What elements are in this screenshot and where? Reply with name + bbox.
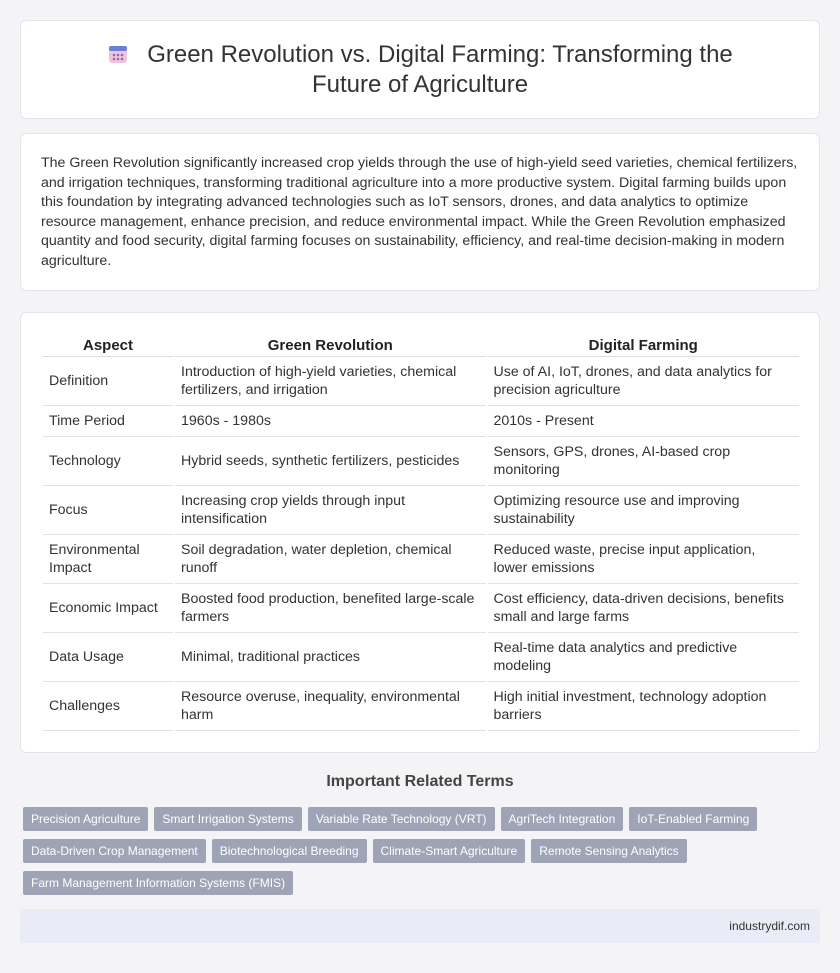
cell-digital-farming: Optimizing resource use and improving sustainability: [488, 486, 800, 535]
table-row: [43, 406, 799, 437]
cell-green-revolution: 1960s - 1980s: [175, 406, 485, 437]
calendar-icon: [107, 43, 129, 65]
related-term-tag[interactable]: Variable Rate Technology (VRT): [308, 807, 495, 831]
related-term-tag[interactable]: Biotechnological Breeding: [212, 839, 367, 863]
related-terms-title: Important Related Terms: [326, 773, 514, 790]
page-title: [70, 40, 770, 100]
cell-aspect: Challenges: [43, 682, 173, 731]
table-row: [43, 584, 799, 633]
table-row: [43, 535, 799, 584]
cell-aspect: Data Usage: [43, 633, 173, 682]
related-term-tag[interactable]: Climate-Smart Agriculture: [373, 839, 526, 863]
cell-green-revolution: Hybrid seeds, synthetic fertilizers, pesticides: [175, 437, 485, 486]
cell-digital-farming: High initial investment, technology adoption barriers: [488, 682, 800, 731]
table-header-row: [43, 335, 799, 357]
header-digital-farming: Digital Farming: [488, 335, 800, 357]
page-title-text: Green Revolution vs. Digital Farming: Transforming the Future of Agriculture: [147, 40, 733, 98]
cell-green-revolution: Boosted food production, benefited large-scale farmers: [175, 584, 485, 633]
cell-digital-farming: Reduced waste, precise input application, lower emissions: [488, 535, 800, 584]
intro-card: [20, 133, 820, 291]
related-term-tag[interactable]: Remote Sensing Analytics: [531, 839, 686, 863]
cell-digital-farming: Cost efficiency, data-driven decisions, benefits small and large farms: [488, 584, 800, 633]
related-term-tag[interactable]: Data-Driven Crop Management: [23, 839, 206, 863]
header-aspect: Aspect: [43, 335, 173, 357]
related-terms-list: [23, 807, 813, 903]
cell-aspect: Time Period: [43, 406, 173, 437]
cell-aspect: Economic Impact: [43, 584, 173, 633]
cell-aspect: Focus: [43, 486, 173, 535]
header-green-revolution: Green Revolution: [175, 335, 485, 357]
related-term-tag[interactable]: AgriTech Integration: [501, 807, 624, 831]
cell-green-revolution: Increasing crop yields through input intensification: [175, 486, 485, 535]
related-term-tag[interactable]: Farm Management Information Systems (FMIS): [23, 871, 293, 895]
cell-digital-farming: Real-time data analytics and predictive modeling: [488, 633, 800, 682]
header-card: [20, 20, 820, 119]
cell-digital-farming: 2010s - Present: [488, 406, 800, 437]
table-row: [43, 437, 799, 486]
related-term-tag[interactable]: Smart Irrigation Systems: [154, 807, 301, 831]
table-row: [43, 682, 799, 731]
cell-green-revolution: Resource overuse, inequality, environmental harm: [175, 682, 485, 731]
table-row: [43, 486, 799, 535]
comparison-table: [41, 335, 801, 731]
cell-green-revolution: Soil degradation, water depletion, chemical runoff: [175, 535, 485, 584]
cell-green-revolution: Introduction of high-yield varieties, chemical fertilizers, and irrigation: [175, 357, 485, 406]
related-term-tag[interactable]: Precision Agriculture: [23, 807, 148, 831]
footer: [20, 909, 820, 943]
cell-aspect: Definition: [43, 357, 173, 406]
cell-green-revolution: Minimal, traditional practices: [175, 633, 485, 682]
footer-site-link[interactable]: industrydif.com: [729, 919, 810, 933]
table-row: [43, 633, 799, 682]
cell-digital-farming: Use of AI, IoT, drones, and data analytics for precision agriculture: [488, 357, 800, 406]
cell-digital-farming: Sensors, GPS, drones, AI-based crop monitoring: [488, 437, 800, 486]
related-term-tag[interactable]: IoT-Enabled Farming: [629, 807, 757, 831]
intro-paragraph: The Green Revolution significantly increased crop yields through the use of high-yield seed varieties, chemical fertilizers, and irrigation techniques, transforming traditional agriculture into a more productive system. Digital farming builds upon this foundation by integrating advanced technologies such as IoT sensors, drones, and data analytics to optimize resource management, enhance precision, and reduce environmental impact. While the Green Revolution emphasized quantity and food security, digital farming focuses on sustainability, efficiency, and real-time decision-making in modern agriculture.: [41, 155, 798, 269]
cell-aspect: Environmental Impact: [43, 535, 173, 584]
cell-aspect: Technology: [43, 437, 173, 486]
table-row: [43, 357, 799, 406]
comparison-card: [20, 312, 820, 753]
